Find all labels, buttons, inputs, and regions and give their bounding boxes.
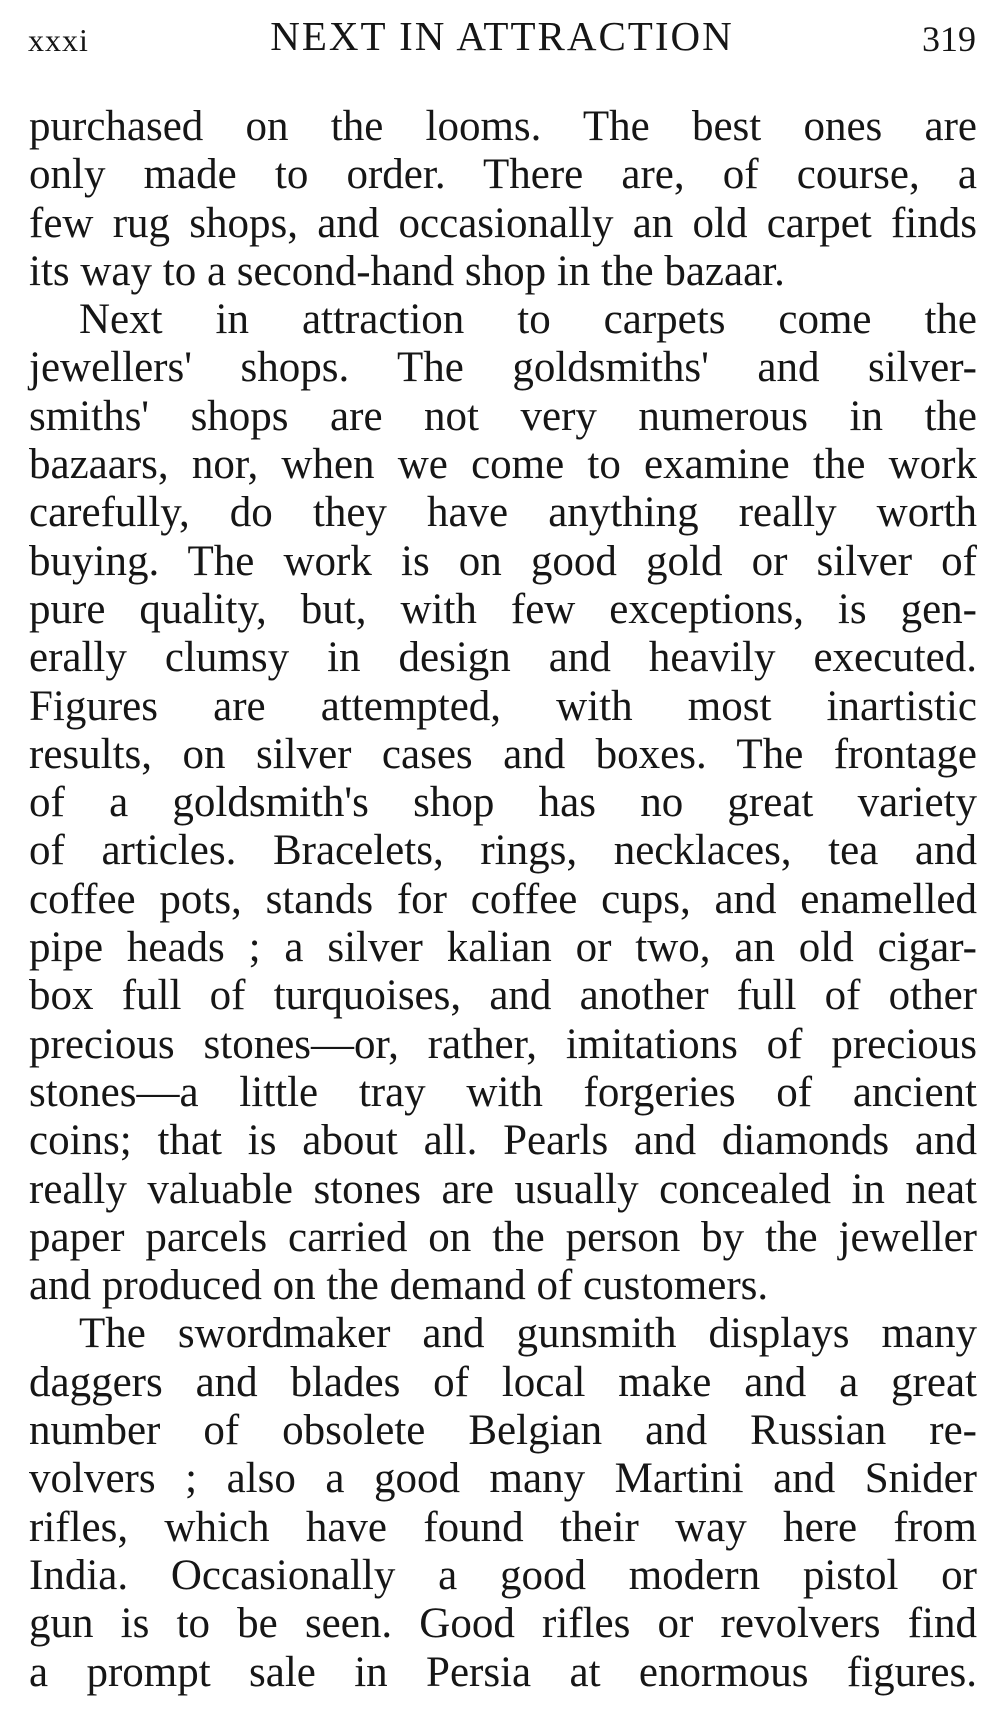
text-line: pipe heads ; a silver kalian or two, an old cigar-: [29, 924, 977, 972]
text-line: Figures are attempted, with most inartistic: [29, 682, 977, 730]
text-line: box full of turquoises, and another full of other: [29, 972, 977, 1020]
body-text: [29, 103, 977, 1697]
text-line: and produced on the demand of customers.: [29, 1262, 769, 1310]
text-line: carefully, do they have anything really worth: [29, 489, 977, 537]
text-line: volvers ; also a good many Martini and Snider: [29, 1455, 977, 1503]
text-line: buying. The work is on good gold or silver of: [29, 537, 977, 585]
text-line: precious stones—or, rather, imitations of precious: [29, 1020, 977, 1068]
running-head: [28, 12, 976, 72]
paragraph-start-line: Next in attraction to carpets come the: [79, 296, 977, 344]
text-line: really valuable stones are usually concealed in neat: [29, 1165, 977, 1213]
text-line: few rug shops, and occasionally an old carpet finds: [29, 199, 977, 247]
text-line: of articles. Bracelets, rings, necklaces, tea and: [29, 827, 977, 875]
text-line: stones—a little tray with forgeries of ancient: [29, 1068, 977, 1116]
text-line: daggers and blades of local make and a great: [29, 1358, 977, 1406]
text-line: pure quality, but, with few exceptions, is gen-: [29, 585, 977, 633]
running-title: NEXT IN ATTRACTION: [270, 13, 734, 59]
text-line: its way to a second-hand shop in the bazaar.: [29, 247, 785, 295]
page-number: 319: [922, 19, 976, 59]
text-line: India. Occasionally a good modern pistol or: [29, 1551, 977, 1599]
text-line: rifles, which have found their way here from: [29, 1503, 977, 1551]
text-line: paper parcels carried on the person by the jeweller: [29, 1213, 977, 1261]
text-line: gun is to be seen. Good rifles or revolvers find: [29, 1600, 977, 1648]
text-line: only made to order. There are, of course, a: [29, 151, 977, 199]
paragraph-start-line: The swordmaker and gunsmith displays many: [79, 1310, 977, 1358]
text-line: erally clumsy in design and heavily executed.: [29, 634, 977, 682]
text-line: results, on silver cases and boxes. The frontage: [29, 730, 977, 778]
text-line: bazaars, nor, when we come to examine the work: [29, 441, 977, 489]
text-line: smiths' shops are not very numerous in the: [29, 392, 977, 440]
text-line: a prompt sale in Persia at enormous figures.: [29, 1648, 977, 1696]
chapter-number: xxxi: [28, 22, 89, 58]
text-line: jewellers' shops. The goldsmiths' and silver-: [29, 344, 977, 392]
text-line: purchased on the looms. The best ones are: [29, 103, 977, 150]
text-line: coins; that is about all. Pearls and diamonds and: [29, 1117, 977, 1165]
text-line: number of obsolete Belgian and Russian re-: [29, 1407, 977, 1455]
text-line: coffee pots, stands for coffee cups, and enamelled: [29, 875, 977, 923]
text-line: of a goldsmith's shop has no great variety: [29, 779, 977, 827]
